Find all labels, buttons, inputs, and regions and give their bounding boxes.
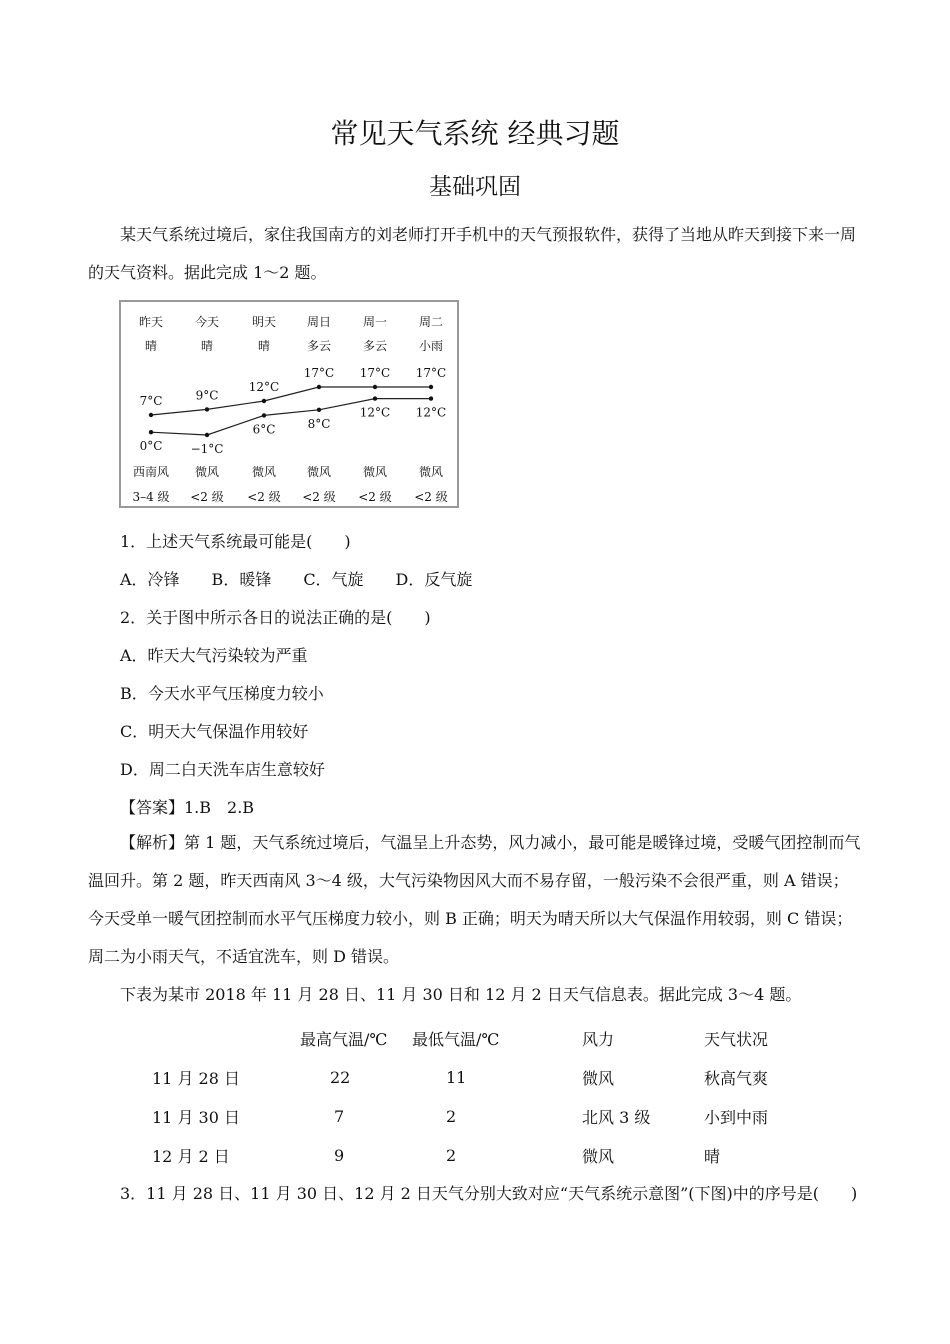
high-temp-point <box>149 413 153 417</box>
table-cell: 12 月 2 日 <box>152 1147 230 1166</box>
day-label: 明天 <box>251 315 277 329</box>
low-temp-label: 12°C <box>359 405 391 420</box>
condition-label: 小雨 <box>418 339 444 353</box>
table-header-cell: 天气状况 <box>704 1030 769 1049</box>
wind-level-label: <2 级 <box>302 490 336 504</box>
wind-direction-label: 微风 <box>194 465 220 479</box>
table-header-cell: 最高气温/℃ <box>300 1030 388 1049</box>
day-label: 今天 <box>194 315 220 329</box>
page-title: 常见天气系统 经典习题 <box>330 117 620 150</box>
condition-label: 多云 <box>306 339 332 353</box>
table-cell: 秋高气爽 <box>704 1069 769 1088</box>
low-temp-point <box>262 413 266 417</box>
table-row <box>120 1136 824 1175</box>
answer-line: 【答案】1.B 2.B <box>120 798 255 817</box>
low-temp-label: −1°C <box>190 442 224 456</box>
weather-info-table <box>120 1019 824 1175</box>
low-temp-label: 12°C <box>415 405 447 420</box>
wind-level-label: <2 级 <box>190 490 224 504</box>
table-header-row <box>120 1019 824 1058</box>
high-temp-label: 12°C <box>248 380 280 394</box>
day-label: 周一 <box>362 315 388 329</box>
wind-level-label: 3–4 级 <box>132 490 170 504</box>
day-label: 周日 <box>306 315 332 329</box>
wind-direction-label: 微风 <box>251 465 277 479</box>
high-temp-point <box>205 407 209 411</box>
table-row <box>120 1058 824 1097</box>
wind-level-label: <2 级 <box>358 490 392 504</box>
day-label: 昨天 <box>138 315 164 329</box>
table-cell: 9 <box>334 1146 345 1165</box>
table-header-cell <box>120 1019 300 1058</box>
table-cell: 2 <box>446 1107 457 1126</box>
condition-label: 晴 <box>200 339 214 353</box>
question-2-option-d: D．周二白天洗车店生意较好 <box>120 760 325 779</box>
question-2-option-b: B．今天水平气压梯度力较小 <box>120 684 324 703</box>
condition-label: 晴 <box>144 339 158 353</box>
high-temp-label: 17°C <box>415 366 447 380</box>
question-3-stem: 3．11 月 28 日、11 月 30 日、12 月 2 日天气分别大致对应“天气系统示意图”(下图)中的序号是( ) <box>120 1184 858 1203</box>
section-subtitle: 基础巩固 <box>429 174 521 200</box>
forecast-figure <box>119 300 459 508</box>
question-2-stem: 2．关于图中所示各日的说法正确的是( ) <box>120 608 431 627</box>
high-temp-point <box>317 385 321 389</box>
analysis-paragraph: 【解析】第 1 题，天气系统过境后，气温呈上升态势，风力减小，最可能是暖锋过境，受暖气团控制而气温回升。第 2 题，昨天西南风 3～4 级，大气污染物因风大而不易存留，一般污染不会很严重，则 A 错误；今天受单一暖气团控制而水平气压梯度力较小，则 B 正确；明天为晴天所以大气保温作用较弱，则 C 错误；周二为小雨天气，不适宜洗车，则 D 错误。 <box>88 833 861 966</box>
low-temp-point <box>373 396 377 400</box>
forecast-chart <box>121 302 457 506</box>
question-2-option-a: A．昨天大气污染较为严重 <box>120 646 308 665</box>
low-temp-point <box>317 408 321 412</box>
table-header-cell: 最低气温/℃ <box>412 1030 500 1049</box>
table-cell: 22 <box>330 1068 351 1087</box>
table-cell: 11 <box>446 1068 467 1087</box>
high-temp-label: 9°C <box>195 388 219 403</box>
high-temp-point <box>373 385 377 389</box>
high-temp-point <box>429 385 433 389</box>
wind-direction-label: 微风 <box>418 465 444 479</box>
table-row <box>120 1097 824 1136</box>
low-temp-point <box>149 430 153 434</box>
table-cell: 7 <box>334 1107 345 1126</box>
low-temp-label: 6°C <box>252 422 276 437</box>
table-header-cell: 风力 <box>582 1030 615 1049</box>
question-1-stem: 1．上述天气系统最可能是( ) <box>120 532 351 551</box>
wind-direction-label: 微风 <box>306 465 332 479</box>
high-temp-point <box>262 399 266 403</box>
condition-label: 晴 <box>257 339 271 353</box>
high-temp-label: 17°C <box>359 366 391 380</box>
table-cell: 2 <box>446 1146 457 1165</box>
high-temp-label: 7°C <box>139 394 163 408</box>
question-1-options: A．冷锋 B．暖锋 C．气旋 D．反气旋 <box>120 570 473 589</box>
low-temp-point <box>205 433 209 437</box>
table-cell: 北风 3 级 <box>582 1108 651 1127</box>
table-cell: 11 月 28 日 <box>152 1069 240 1088</box>
intro-paragraph-1: 某天气系统过境后，家住我国南方的刘老师打开手机中的天气预报软件，获得了当地从昨天到接下来一周的天气资料。据此完成 1～2 题。 <box>88 225 857 282</box>
low-temp-point <box>429 396 433 400</box>
question-2-option-c: C．明天大气保温作用较好 <box>120 722 309 741</box>
condition-label: 多云 <box>362 339 388 353</box>
wind-level-label: <2 级 <box>247 490 281 504</box>
table-cell: 小到中雨 <box>704 1108 769 1127</box>
intro-paragraph-2: 下表为某市 2018 年 11 月 28 日、11 月 30 日和 12 月 2 日天气信息表。据此完成 3～4 题。 <box>120 985 802 1004</box>
table-cell: 11 月 30 日 <box>152 1108 240 1127</box>
day-label: 周二 <box>418 315 444 329</box>
low-temp-label: 8°C <box>307 416 331 431</box>
low-temp-label: 0°C <box>139 439 163 454</box>
table-cell: 微风 <box>582 1069 615 1088</box>
wind-direction-label: 微风 <box>362 465 388 479</box>
table-cell: 晴 <box>704 1147 721 1166</box>
wind-level-label: <2 级 <box>414 490 448 504</box>
high-temp-label: 17°C <box>303 366 335 380</box>
wind-direction-label: 西南风 <box>132 465 170 479</box>
table-cell: 微风 <box>582 1147 615 1166</box>
